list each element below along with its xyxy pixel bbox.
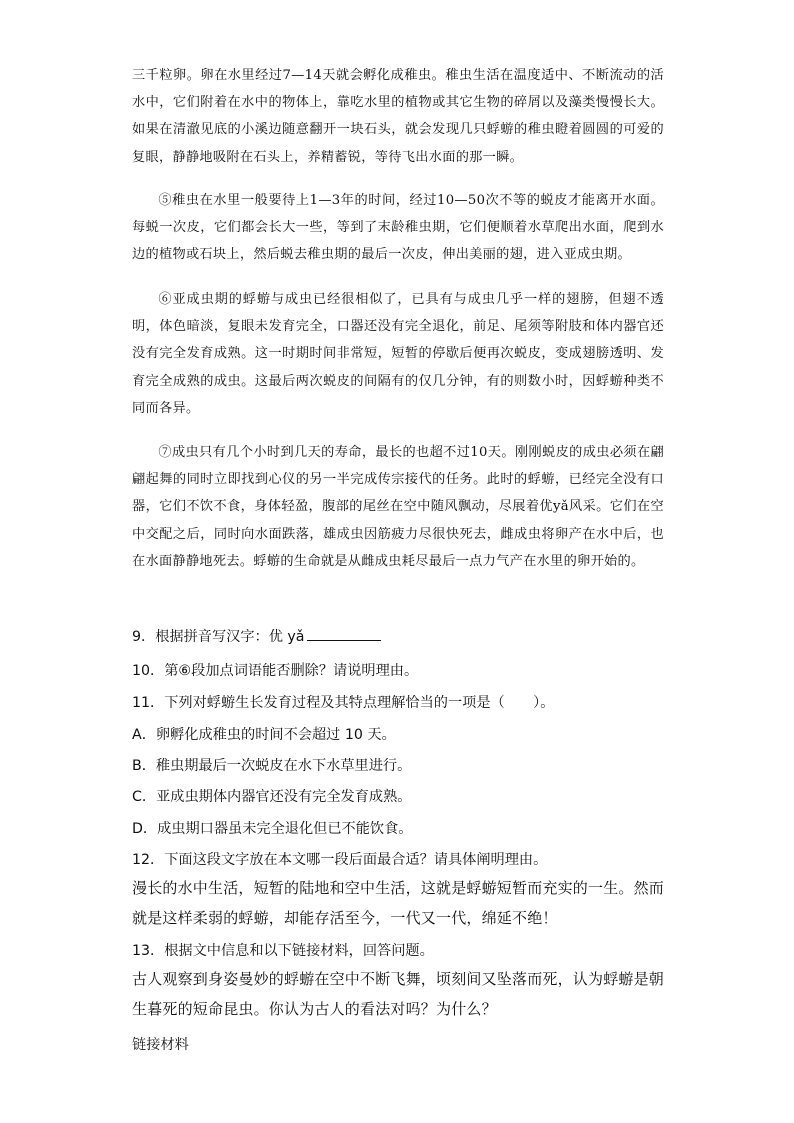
article-paragraph-6: ⑥亚成虫期的蜉蝣与成虫已经很相似了，已具有与成虫几乎一样的翅膀，但翅不透明，体色暗淡，复眼未发育完全，口器还没有完全退化，前足、尾须等附肢和体内器官还没有完全发育成熟。这一时期时间非常短，短暂的停歇后便再次蜕皮，变成翅膀透明、发育完全成熟的成虫。这最后两次蜕皮的间隔有的仅几分钟，有的则数小时，因蜉蝣种类不同而各异。 [132, 292, 664, 416]
article-paragraph-5: ⑤稚虫在水里一般要待上1—3年的时间，经过10—50次不等的蜕皮才能离开水面。每蜕一次皮，它们都会长大一些，等到了末龄稚虫期，它们便顺着水草爬出水面，爬到水边的植物或石块上，然后蜕去稚虫期的最后一次皮，伸出美丽的翅，进入亚成虫期。 [132, 193, 664, 263]
option-c: C．亚成虫期体内器官还没有完全发育成熟。 [132, 789, 412, 805]
option-b: B．稚虫期最后一次蜕皮在水下水草里进行。 [132, 758, 412, 774]
option-a: A．卵孵化成稚虫的时间不会超过 10 天。 [132, 727, 396, 743]
link-material-label: 链接材料 [132, 1037, 189, 1053]
question-13: 13．根据文中信息和以下链接材料，回答问题。 [132, 943, 434, 959]
question-13-passage: 古人观察到身姿曼妙的蜉蝣在空中不断飞舞，顷刻间又坠落而死，认为蜉蝣是朝生暮死的短命昆虫。你认为古人的看法对吗？为什么？ [132, 970, 665, 1018]
option-d: D．成虫期口器虽未完全退化但已不能饮食。 [132, 821, 413, 837]
answer-blank[interactable] [307, 626, 381, 641]
question-12-passage: 漫长的水中生活，短暂的陆地和空中生活，这就是蜉蝣短暂而充实的一生。然而就是这样柔弱的蜉蝣，却能存活至今，一代又一代，绵延不绝！ [132, 879, 665, 927]
question-10: 10．第⑥段加点词语能否删除？请说明理由。 [132, 663, 419, 679]
article-paragraph-7: ⑦成虫只有几个小时到几天的寿命，最长的也超不过10天。刚刚蜕皮的成虫必须在翩翩起舞的同时立即找到心仪的另一半完成传宗接代的任务。此时的蜉蝣，已经完全没有口器，它们不饮不食，身体轻盈，腹部的尾丝在空中随风飘动，尽展着优yǎ风采。它们在空中交配之后，同时向水面跌落，雄成虫因筋疲力尽很快死去，雌成虫将卵产在水中后，也在水面静静地死去。蜉蝣的生命就是从雌成虫耗尽最后一点力气产在水里的卵开始的。 [132, 445, 664, 569]
question-12: 12．下面这段文字放在本文哪一段后面最合适？请具体阐明理由。 [132, 852, 548, 868]
question-11: 11．下列对蜉蝣生长发育过程及其特点理解恰当的一项是（ ）。 [132, 695, 555, 711]
article-paragraph-4-continued: 三千粒卵。卵在水里经过7—14天就会孵化成稚虫。稚虫生活在温度适中、不断流动的活水中，它们附着在水中的物体上，靠吃水里的植物或其它生物的碎屑以及藻类慢慢长大。如果在清澈见底的小溪边随意翻开一块石头，就会发现几只蜉蝣的稚虫瞪着圆圆的可爱的复眼，静静地吸附在石头上，养精蓄锐，等待飞出水面的那一瞬。 [132, 68, 664, 165]
question-9 [132, 626, 381, 646]
question-9-text: 9．根据拼音写汉字：优 yǎ [132, 629, 305, 645]
